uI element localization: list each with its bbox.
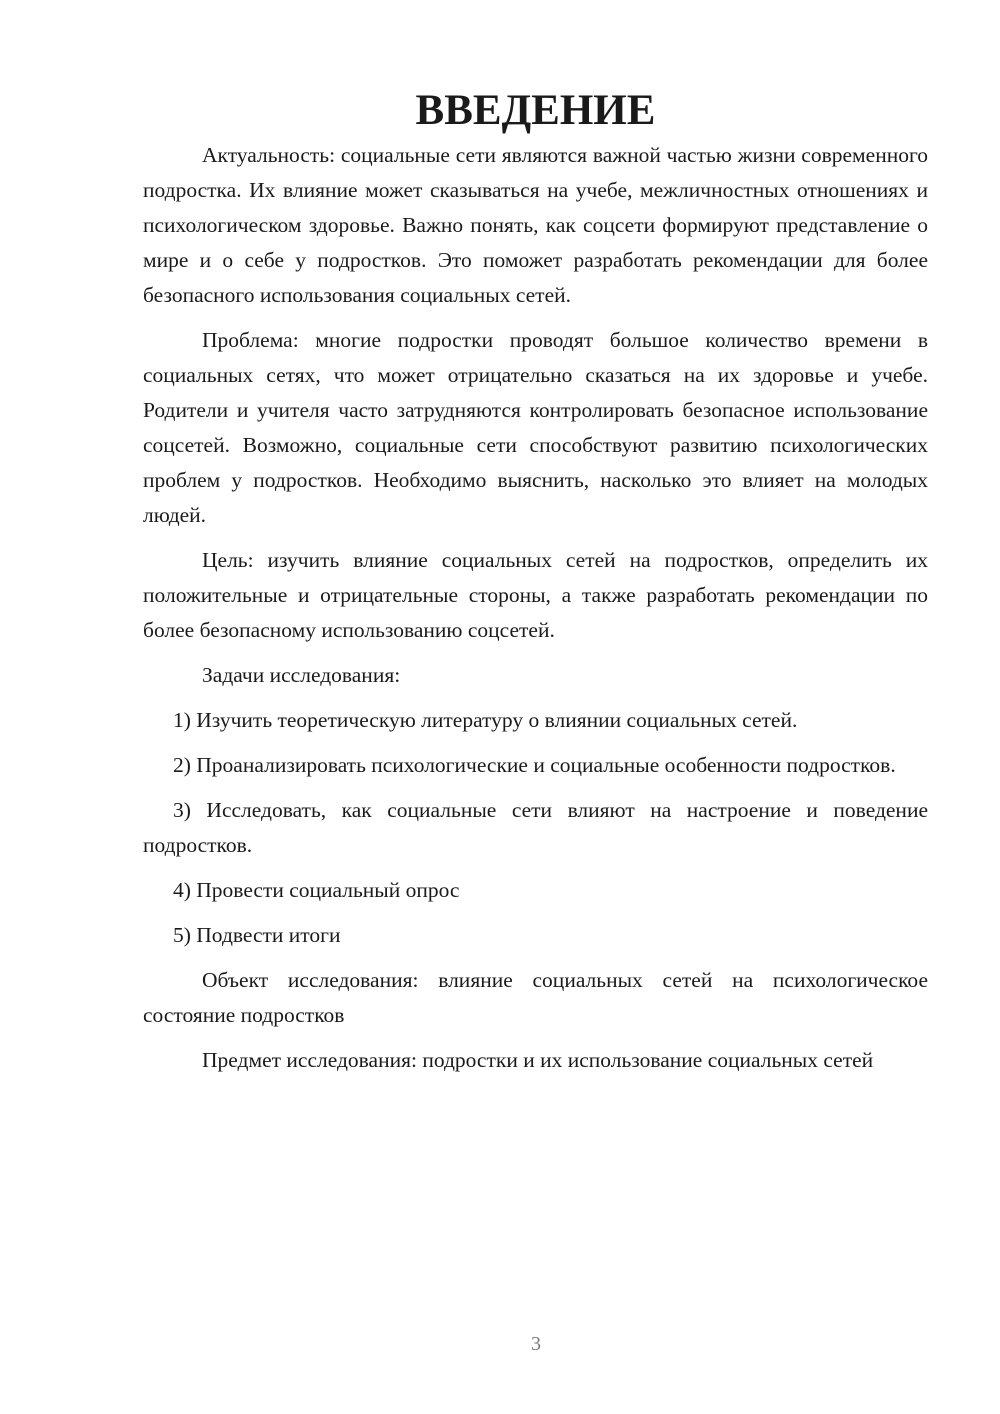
task-item-2: 2) Проанализировать психологические и социальные особенности подростков. xyxy=(173,753,896,777)
section-heading: ВВЕДЕНИЕ xyxy=(415,87,656,134)
task-item-1: 1) Изучить теоретическую литературу о влиянии социальных сетей. xyxy=(173,708,798,732)
task-item-4: 4) Провести социальный опрос xyxy=(173,878,460,902)
page-number: 3 xyxy=(531,1333,541,1355)
problem-paragraph: Проблема: многие подростки проводят большое количество времени в социальных сетях, что может отрицательно сказаться на их здоровье и учебе. Родители и учителя часто затрудняются контролировать безопасное использование соцсетей. Возможно, социальные сети способствуют развитию психологических проблем у подростков. Необходимо выяснить, насколько это влияет на молодых людей. xyxy=(143,328,928,527)
task-item-5: 5) Подвести итоги xyxy=(173,923,341,947)
task-item-3: 3) Исследовать, как социальные сети влияют на настроение и поведение подростков. xyxy=(143,798,928,857)
page-content xyxy=(143,87,928,1088)
object-paragraph: Объект исследования: влияние социальных сетей на психологическое состояние подростков xyxy=(143,968,928,1027)
goal-paragraph: Цель: изучить влияние социальных сетей на подростков, определить их положительные и отрицательные стороны, а также разработать рекомендации по более безопасному использованию соцсетей. xyxy=(143,548,928,642)
subject-paragraph: Предмет исследования: подростки и их использование социальных сетей xyxy=(202,1048,874,1072)
relevance-paragraph: Актуальность: социальные сети являются важной частью жизни современного подростка. Их влияние может сказываться на учебе, межличностных отношениях и психологическом здоровье. Важно понять, как соцсети формируют представление о мире и о себе у подростков. Это поможет разработать рекомендации для более безопасного использования социальных сетей. xyxy=(143,143,928,307)
tasks-title: Задачи исследования: xyxy=(202,663,401,687)
